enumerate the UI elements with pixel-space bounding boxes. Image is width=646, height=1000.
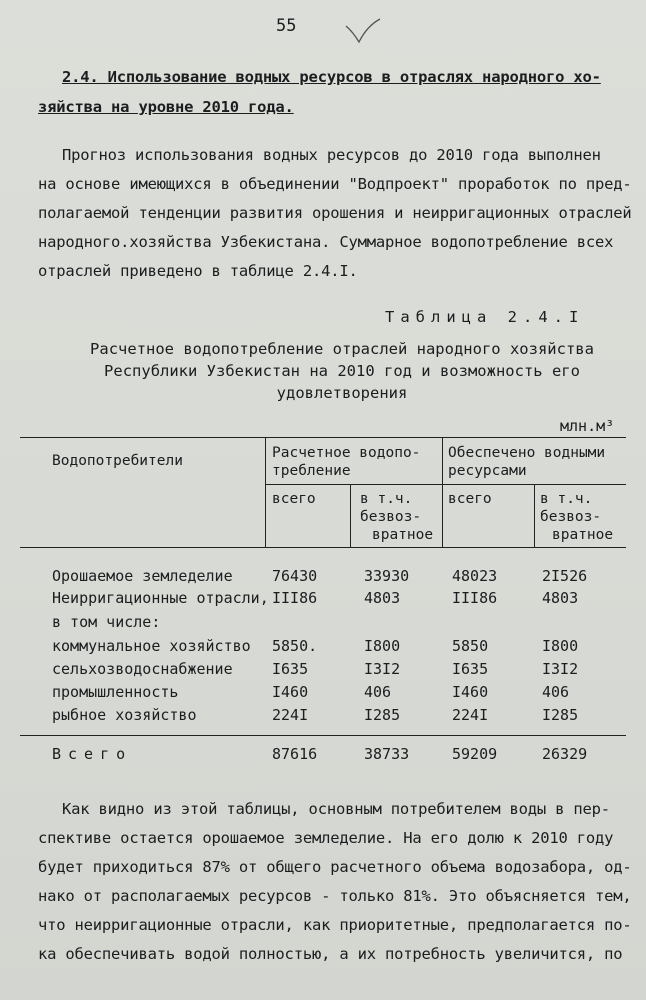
header-provided-line2: ресурсами bbox=[448, 463, 527, 479]
row-label: в том числе: bbox=[52, 613, 161, 631]
paragraph-line: Как видно из этой таблицы, основным потребителем воды в пер- bbox=[62, 800, 610, 818]
subheader-irrev-line1: в т.ч. bbox=[540, 491, 593, 507]
table-subrule bbox=[265, 484, 626, 485]
subheader-irrev-line1: в т.ч. bbox=[360, 491, 413, 507]
row-label: промышленность bbox=[52, 683, 179, 701]
cell-value: 2I526 bbox=[542, 567, 588, 585]
table-row bbox=[52, 683, 632, 705]
cell-value: III86 bbox=[452, 589, 498, 607]
total-value: 26329 bbox=[542, 745, 588, 763]
subheader-total: всего bbox=[272, 491, 316, 507]
cell-value: I285 bbox=[364, 706, 401, 724]
header-consumers: Водопотребители bbox=[52, 453, 183, 469]
total-value: 59209 bbox=[452, 745, 498, 763]
paragraph-line: нако от располагаемых ресурсов - только 81%. Это объясняется тем, bbox=[38, 887, 632, 905]
table-caption-line: удовлетворения bbox=[276, 384, 408, 402]
section-heading-line1: 2.4. Использование водных ресурсов в отраслях народного хо- bbox=[62, 68, 601, 86]
page-number: 55 bbox=[276, 16, 297, 36]
header-calculated-line1: Расчетное водопо- bbox=[272, 445, 421, 461]
header-provided-line1: Обеспечено водными bbox=[448, 445, 606, 461]
paragraph-line: Прогноз использования водных ресурсов до 2010 года выполнен bbox=[62, 146, 601, 164]
table-total-row bbox=[52, 745, 632, 767]
cell-value: 224I bbox=[272, 706, 309, 724]
total-value: 38733 bbox=[364, 745, 410, 763]
subheader-irrev-line2: безвоз- bbox=[360, 509, 422, 525]
paragraph-line: ка обеспечивать водой полностью, а их потребность увеличится, по bbox=[38, 945, 623, 963]
row-label: Орошаемое земледелие bbox=[52, 567, 233, 585]
paragraph-line: полагаемой тенденции развития орошения и неирригационных отраслей bbox=[38, 204, 632, 222]
cell-value: I460 bbox=[452, 683, 489, 701]
table-total-rule bbox=[20, 735, 626, 736]
table-vrule bbox=[442, 437, 443, 547]
table-vrule bbox=[534, 484, 535, 547]
header-calculated-line2: требление bbox=[272, 463, 351, 479]
cell-value: 5850. bbox=[272, 637, 318, 655]
table-row bbox=[52, 706, 632, 728]
cell-value: I3I2 bbox=[542, 660, 579, 678]
subheader-irrev-line2: безвоз- bbox=[540, 509, 602, 525]
table-vrule bbox=[350, 484, 351, 547]
cell-value: 4803 bbox=[364, 589, 401, 607]
paragraph-line: что неирригационные отрасли, как приоритетные, предполагается по- bbox=[38, 916, 632, 934]
cell-value: I635 bbox=[272, 660, 309, 678]
cell-value: 33930 bbox=[364, 567, 410, 585]
table-number: Таблица 2.4.I bbox=[385, 308, 585, 326]
paragraph-line: отраслей приведено в таблице 2.4.I. bbox=[38, 262, 358, 280]
table-row bbox=[52, 660, 632, 682]
cell-value: 48023 bbox=[452, 567, 498, 585]
subheader-irrev-line3: вратное bbox=[372, 527, 434, 543]
units-label: млн.м³ bbox=[560, 417, 615, 435]
cell-value: 406 bbox=[364, 683, 392, 701]
table-header-rule bbox=[20, 547, 626, 548]
subheader-irrev-line3: вратное bbox=[552, 527, 614, 543]
total-value: 87616 bbox=[272, 745, 318, 763]
row-label: коммунальное хозяйство bbox=[52, 637, 251, 655]
cell-value: 5850 bbox=[452, 637, 489, 655]
cell-value: I3I2 bbox=[364, 660, 401, 678]
row-label: сельхозводоснабжение bbox=[52, 660, 233, 678]
table-caption-line: Расчетное водопотребление отраслей народного хозяйства bbox=[90, 340, 594, 358]
cell-value: 406 bbox=[542, 683, 570, 701]
paragraph-line: на основе имеющихся в объединении "Водпроект" проработок по пред- bbox=[38, 175, 632, 193]
cell-value: 4803 bbox=[542, 589, 579, 607]
table-vrule bbox=[265, 437, 266, 547]
table-row bbox=[52, 613, 632, 635]
cell-value: I800 bbox=[364, 637, 401, 655]
cell-value: 224I bbox=[452, 706, 489, 724]
table-caption-line: Республики Узбекистан на 2010 год и возможность его bbox=[104, 362, 580, 380]
paragraph-line: будет приходиться 87% от общего расчетного объема водозабора, од- bbox=[38, 858, 632, 876]
cell-value: I635 bbox=[452, 660, 489, 678]
row-label: рыбное хозяйство bbox=[52, 706, 197, 724]
total-label: Всего bbox=[52, 745, 133, 763]
paragraph-line: народного.хозяйства Узбекистана. Суммарное водопотребление всех bbox=[38, 233, 614, 251]
cell-value: I285 bbox=[542, 706, 579, 724]
checkmark-icon bbox=[345, 18, 381, 46]
table-row bbox=[52, 567, 632, 589]
section-heading-line2: зяйства на уровне 2010 года. bbox=[38, 98, 294, 116]
table-top-rule bbox=[20, 437, 626, 438]
cell-value: I460 bbox=[272, 683, 309, 701]
cell-value: III86 bbox=[272, 589, 318, 607]
cell-value: I800 bbox=[542, 637, 579, 655]
table-row bbox=[52, 637, 632, 659]
subheader-total: всего bbox=[448, 491, 492, 507]
table-row bbox=[52, 589, 632, 611]
paragraph-line: спективе остается орошаемое земледелие. На его долю к 2010 году bbox=[38, 829, 614, 847]
row-label: Неирригационные отрасли, bbox=[52, 589, 269, 607]
cell-value: 76430 bbox=[272, 567, 318, 585]
